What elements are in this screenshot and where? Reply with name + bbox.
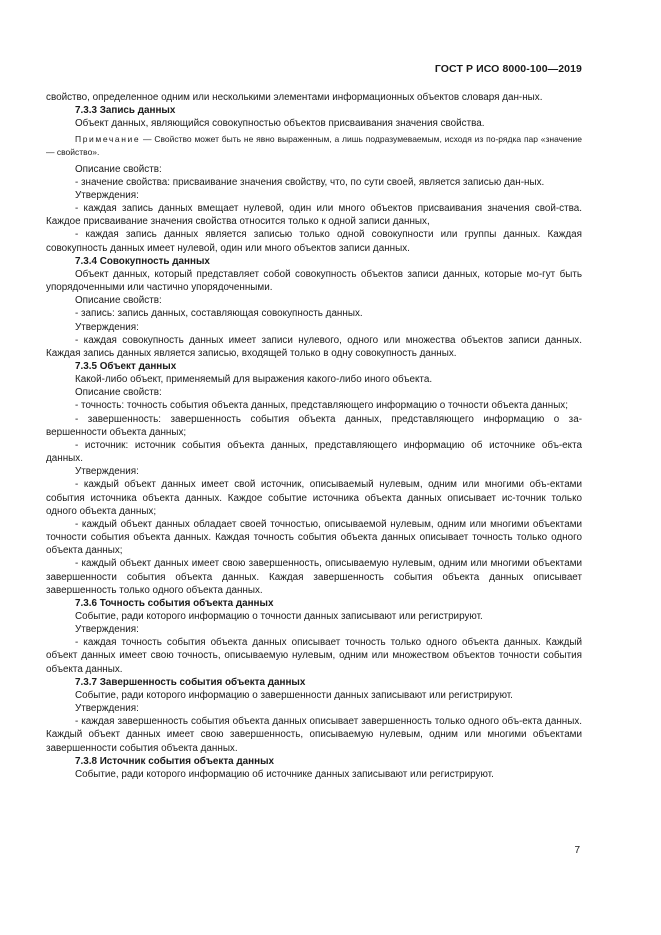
list-item: - источник: источник события объекта данных, представляющего информацию об источнике объ-екта данных. <box>46 439 582 465</box>
body-paragraph: Событие, ради которого информацию о точности данных записывают или регистрируют. <box>75 610 483 622</box>
section-heading-7-3-4: 7.3.4 Совокупность данных <box>75 255 210 267</box>
properties-label: Описание свойств: <box>75 295 162 307</box>
list-item: - точность: точность события объекта данных, представляющего информацию о точности объекта данных; <box>75 400 568 412</box>
properties-label: Описание свойств: <box>75 387 162 399</box>
body-paragraph: Какой-либо объект, применяемый для выражения какого-либо иного объекта. <box>75 374 433 386</box>
section-heading-7-3-8: 7.3.8 Источник события объекта данных <box>75 755 275 767</box>
assertions-label: Утверждения: <box>75 189 139 201</box>
note-paragraph <box>46 133 582 158</box>
body-paragraph: Объект данных, являющийся совокупностью объектов присваивания значения свойства. <box>75 118 485 130</box>
list-item: - каждая завершенность события объекта данных описывает завершенность только одного объ-екта данных. Каждый объект данных имеет свою завершенность, описываемую нулевым, одним или многими объектами завершенности события объекта данных. <box>46 716 582 754</box>
list-item: - каждая запись данных является записью только одной совокупности или группы данных. Каждая совокупность данных имеет нулевой, один или много объектов записи данных. <box>46 229 582 254</box>
body-paragraph: Объект данных, который представляет собой совокупность объектов записи данных, которые мо-гут быть упорядоченными или частично упорядоченными. <box>46 268 582 294</box>
properties-label: Описание свойств: <box>75 163 162 175</box>
body-paragraph: Событие, ради которого информацию о завершенности данных записывают или регистрируют. <box>75 689 513 701</box>
list-item: - значение свойства: присваивание значения свойству, что, по сути своей, является записью дан-ных. <box>75 176 545 188</box>
standard-header: ГОСТ Р ИСО 8000-100—2019 <box>434 63 582 75</box>
list-item: - каждый объект данных имеет свой источник, описываемый нулевым, одним или многими объ-ектами события источника объекта данных. Каждое событие источника объекта данных описывает ис-точник только одного объекта данных; <box>46 479 582 517</box>
list-item: - запись: запись данных, составляющая совокупность данных. <box>75 308 363 320</box>
assertions-label: Утверждения: <box>75 321 139 333</box>
body-paragraph: свойство, определенное одним или несколькими элементами информационных объектов словаря дан-ных. <box>46 92 543 103</box>
body-paragraph: Событие, ради которого информацию об источнике данных записывают или регистрируют. <box>75 768 494 780</box>
assertions-label: Утверждения: <box>75 466 139 478</box>
list-item: - каждая совокупность данных имеет записи нулевого, одного или множества объектов записи данных. Каждая запись данных является записью, входящей только в одну совокупность данных. <box>46 334 582 359</box>
note-label: Примечание <box>75 134 141 145</box>
list-item: - каждая точность события объекта данных описывает точность только одного объекта данных. Каждый объект данных имеет свою точность, описываемую нулевым, одним или множеством объектов точности события объекта данных. <box>46 637 582 675</box>
list-item: - завершенность: завершенность события объекта данных, представляющего информацию о за-вершенности объекта данных; <box>46 413 582 438</box>
section-heading-7-3-6: 7.3.6 Точность события объекта данных <box>75 597 274 609</box>
list-item: - каждая запись данных вмещает нулевой, один или много объектов присваивания значения свой-ства. Каждое присваивание значения свойства относится только к одной записи данных, <box>46 203 582 228</box>
assertions-label: Утверждения: <box>75 624 139 636</box>
list-item: - каждый объект данных обладает своей точностью, описываемой нулевым, одним или многими объектами точности события объекта данных. Каждая точность события объекта данных описывает точность только одного объекта данных; <box>46 518 582 557</box>
page-number: 7 <box>574 845 580 856</box>
section-heading-7-3-5: 7.3.5 Объект данных <box>75 361 177 372</box>
section-heading-7-3-3: 7.3.3 Запись данных <box>75 105 176 117</box>
section-heading-7-3-7: 7.3.7 Завершенность события объекта данных <box>75 676 306 688</box>
list-item: - каждый объект данных имеет свою завершенность, описываемую нулевым, одним или многими объектами завершенности события объекта данных. Каждая завершенность события объекта данных описывает завершенность только одного объекта данных. <box>46 558 582 596</box>
page-body <box>46 91 582 781</box>
note-text: — Свойство может быть не явно выраженным, а лишь подразумеваемым, исходя из по-рядка пар «значение — свойство». <box>46 134 582 158</box>
assertions-label: Утверждения: <box>75 703 139 715</box>
